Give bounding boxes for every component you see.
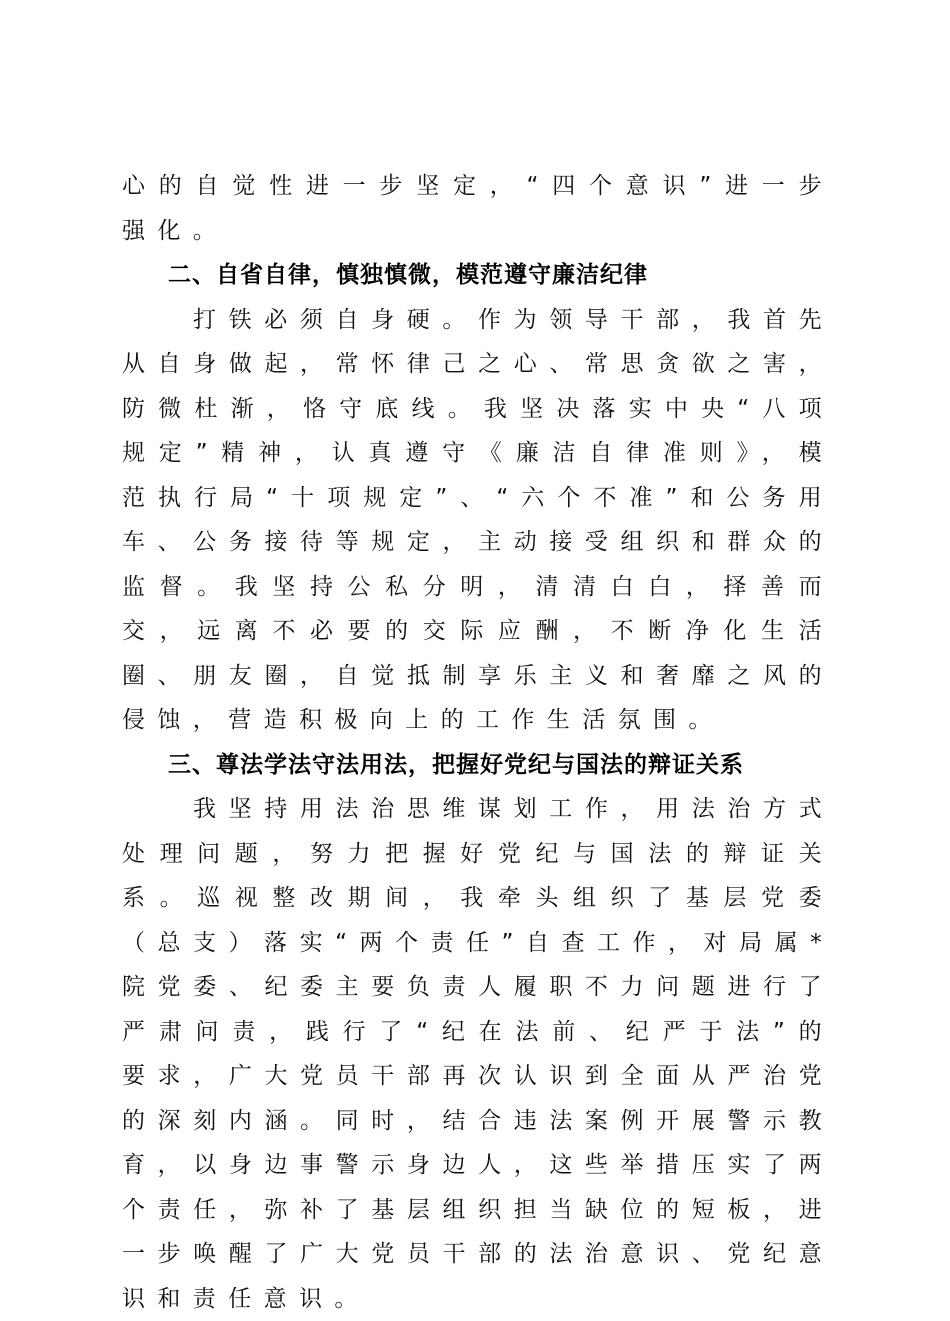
section-heading-2: 二、自省自律，慎独慎微，模范遵守廉洁纪律 <box>168 262 648 288</box>
section-heading-3: 三、尊法学法守法用法，把握好党纪与国法的辩证关系 <box>168 751 744 778</box>
paragraph-rule-of-law: 我坚持用法治思维谋划工作，用法治方式处理问题，努力把握好党纪与国法的辩证关系。巡视整改期间，我牵头组织了基层党委（总支）落实“两个责任”自查工作，对局属*院党委、纪委主要负责人履职不力问题进行了严肃问责，践行了“纪在法前、纪严于法”的要求，广大党员干部再次认识到全面从严治党的深刻内涵。同时，结合违法案例开展警示教育，以身边事警示身边人，这些举措压实了两个责任，弥补了基层组织担当缺位的短板，进一步唤醒了广大党员干部的法治意识、党纪意识和责任意识。 <box>122 796 834 1312</box>
paragraph-self-discipline: 打铁必须自身硬。作为领导干部，我首先从自身做起，常怀律己之心、常思贪欲之害，防微杜渐，恪守底线。我坚决落实中央“八项规定”精神，认真遵守《廉洁自律准则》，模范执行局“十项规定”、“六个不准”和公务用车、公务接待等规定，主动接受组织和群众的监督。我坚持公私分明，清清白白，择善而交，远离不必要的交际应酬，不断净化生活圈、朋友圈，自觉抵制享乐主义和奢靡之风的侵蚀，营造积极向上的工作生活氛围。 <box>122 306 834 733</box>
paragraph-continuation: 心的自觉性进一步坚定，“四个意识”进一步强化。 <box>122 173 834 244</box>
document-body <box>122 164 834 1321</box>
